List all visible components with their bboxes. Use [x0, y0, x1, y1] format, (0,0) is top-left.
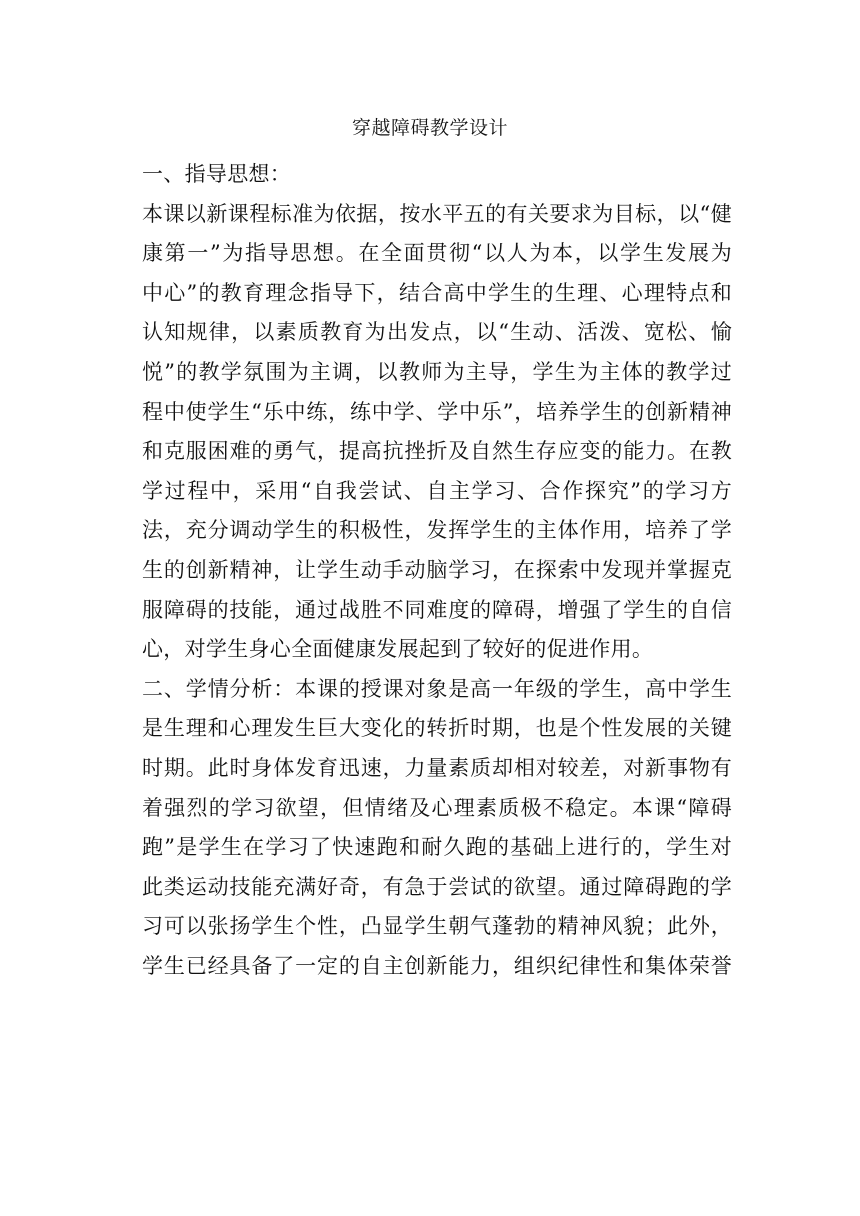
- body-line: 学过程中，采用“自我尝试、自主学习、合作探究”的学习方: [142, 478, 732, 503]
- body-line: 此类运动技能充满好奇，有急于尝试的欲望。通过障碍跑的学: [142, 874, 732, 899]
- body-line: 和克服困难的勇气，提高抗挫折及自然生存应变的能力。在教: [142, 439, 732, 464]
- body-line: 法，充分调动学生的积极性，发挥学生的主体作用，培养了学: [142, 518, 732, 543]
- body-line: 悦”的教学氛围为主调，以教师为主导，学生为主体的教学过: [142, 359, 732, 384]
- body-line: 时期。此时身体发育迅速，力量素质却相对较差，对新事物有: [142, 755, 732, 780]
- body-line: 跑”是学生在学习了快速跑和耐久跑的基础上进行的，学生对: [142, 835, 732, 860]
- body-line: 心，对学生身心全面健康发展起到了较好的促进作用。: [142, 637, 654, 662]
- body-line: 生的创新精神，让学生动手动脑学习，在探索中发现并掌握克: [142, 557, 732, 582]
- body-line: 一、指导思想：: [142, 162, 292, 186]
- body-line: 着强烈的学习欲望，但情绪及心理素质极不稳定。本课“障碍: [142, 795, 732, 820]
- body-line: 程中使学生“乐中练，练中学、学中乐”，培养学生的创新精神: [142, 399, 732, 424]
- body-line: 认知规律，以素质教育为出发点，以“生动、活泼、宽松、愉: [142, 320, 732, 345]
- body-line: 习可以张扬学生个性，凸显学生朝气蓬勃的精神风貌；此外，: [142, 914, 732, 939]
- body-line: 中心”的教育理念指导下，结合高中学生的生理、心理特点和: [142, 280, 732, 305]
- body-line: 康第一”为指导思想。在全面贯彻“以人为本，以学生发展为: [142, 241, 732, 266]
- body-line: 服障碍的技能，通过战胜不同难度的障碍，增强了学生的自信: [142, 597, 732, 622]
- body-line: 本课以新课程标准为依据，按水平五的有关要求为目标，以“健: [142, 201, 732, 226]
- body-line: 学生已经具备了一定的自主创新能力，组织纪律性和集体荣誉: [142, 953, 732, 978]
- body-line: 二、学情分析：本课的授课对象是高一年级的学生，高中学生: [142, 676, 732, 701]
- document-title: 穿越障碍教学设计: [351, 117, 508, 139]
- body-line: 是生理和心理发生巨大变化的转折时期，也是个性发展的关键: [142, 716, 732, 741]
- document-body: [142, 155, 732, 986]
